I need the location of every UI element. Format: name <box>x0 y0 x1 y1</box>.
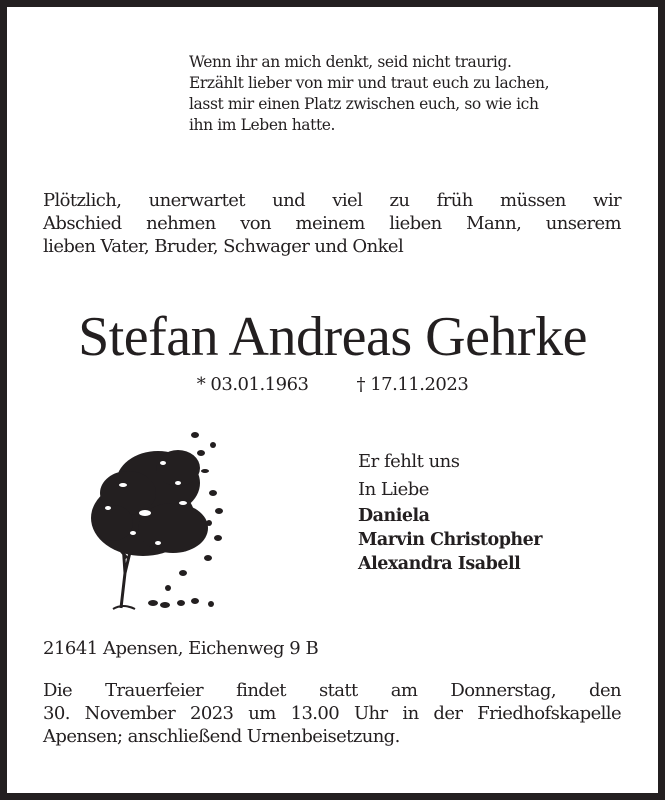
family-member: Daniela <box>358 506 430 526</box>
windblown-tree-icon <box>83 423 233 613</box>
service-line: 30. November 2023 um 13.00 Uhr in der Friedhofskapelle <box>43 703 621 724</box>
intro-text <box>43 189 621 258</box>
service-line: Die Trauerfeier findet statt am Donnerstag, den <box>43 680 621 701</box>
intro-line: Abschied nehmen von meinem lieben Mann, unserem <box>43 213 621 234</box>
poem-line: lasst mir einen Platz zwischen euch, so wie ich <box>189 95 539 113</box>
poem-line: ihn im Leben hatte. <box>189 116 336 134</box>
family-member: Marvin Christopher <box>358 530 543 550</box>
address: 21641 Apensen, Eichenweg 9 B <box>43 638 319 659</box>
obituary-notice <box>7 7 658 793</box>
funeral-service-info <box>43 679 621 748</box>
missing-phrase: Er fehlt uns <box>358 451 460 472</box>
family-member: Alexandra Isabell <box>358 554 521 574</box>
love-phrase: In Liebe <box>358 479 429 500</box>
deceased-name: Stefan Andreas Gehrke <box>78 306 587 368</box>
poem-line: Erzählt lieber von mir und traut euch zu lachen, <box>189 74 550 92</box>
intro-line: Plötzlich, unerwartet und viel zu früh müssen wir <box>43 190 621 211</box>
poem-quote <box>189 52 639 136</box>
life-dates <box>7 373 658 397</box>
service-line: Apensen; anschließend Urnenbeisetzung. <box>43 726 400 747</box>
birth-date: * 03.01.1963 <box>196 374 309 395</box>
poem-line: Wenn ihr an mich denkt, seid nicht traurig. <box>189 53 512 71</box>
family-signature <box>358 448 638 576</box>
intro-line: lieben Vater, Bruder, Schwager und Onkel <box>43 236 404 257</box>
death-date: † 17.11.2023 <box>356 374 469 395</box>
